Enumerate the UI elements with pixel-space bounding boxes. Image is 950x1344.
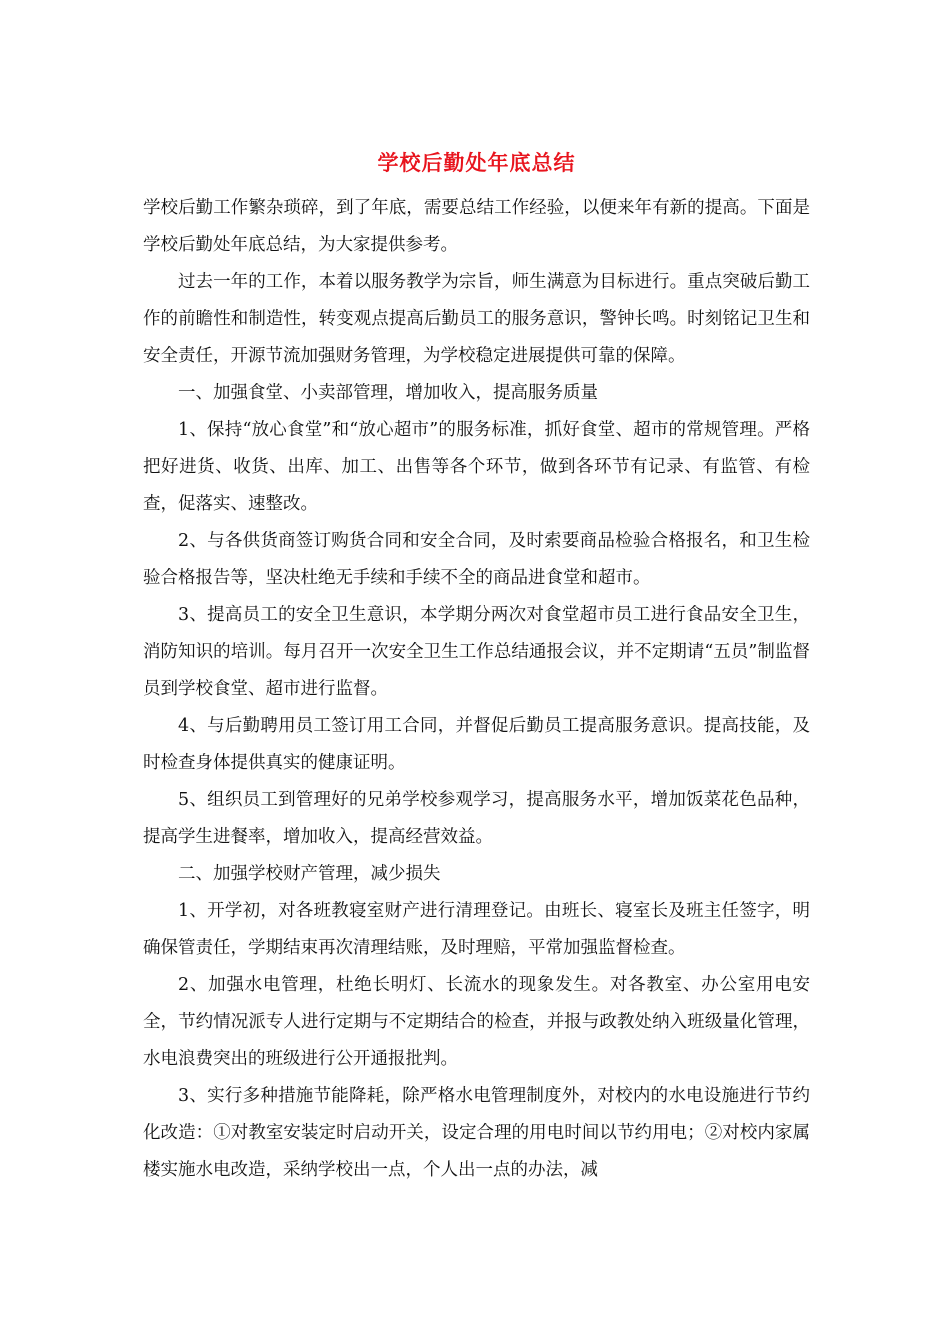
body-paragraph: 4、与后勤聘用员工签订用工合同，并督促后勤员工提高服务意识。提高技能，及时检查身体提供真实的健康证明。 bbox=[143, 716, 810, 773]
body-paragraph: 学校后勤工作繁杂琐碎，到了年底，需要总结工作经验，以便来年有新的提高。下面是学校后勤处年底总结，为大家提供参考。 bbox=[143, 198, 810, 255]
document-body bbox=[143, 190, 810, 1189]
body-paragraph: 1、保持“放心食堂”和“放心超市”的服务标准，抓好食堂、超市的常规管理。严格把好进货、收货、出库、加工、出售等各个环节，做到各环节有记录、有监管、有检查，促落实、速整改。 bbox=[143, 420, 810, 514]
body-paragraph: 3、实行多种措施节能降耗，除严格水电管理制度外，对校内的水电设施进行节约化改造：①对教室安装定时启动开关，设定合理的用电时间以节约用电；②对校内家属楼实施水电改造，采纳学校出一点，个人出一点的办法，减 bbox=[143, 1086, 810, 1180]
body-paragraph: 2、加强水电管理，杜绝长明灯、长流水的现象发生。对各教室、办公室用电安全，节约情况派专人进行定期与不定期结合的检查，并报与政教处纳入班级量化管理，水电浪费突出的班级进行公开通报批判。 bbox=[143, 975, 810, 1069]
body-paragraph: 1、开学初，对各班教寝室财产进行清理登记。由班长、寝室长及班主任签字，明确保管责任，学期结束再次清理结账，及时理赔，平常加强监督检查。 bbox=[143, 901, 810, 958]
body-paragraph: 一、加强食堂、小卖部管理，增加收入，提高服务质量 bbox=[178, 383, 598, 403]
body-paragraph: 5、组织员工到管理好的兄弟学校参观学习，提高服务水平，增加饭菜花色品种，提高学生进餐率，增加收入，提高经营效益。 bbox=[143, 790, 810, 847]
body-paragraph: 2、与各供货商签订购货合同和安全合同，及时索要商品检验合格报名，和卫生检验合格报告等，坚决杜绝无手续和手续不全的商品进食堂和超市。 bbox=[143, 531, 810, 588]
body-paragraph: 3、提高员工的安全卫生意识，本学期分两次对食堂超市员工进行食品安全卫生，消防知识的培训。每月召开一次安全卫生工作总结通报会议，并不定期请“五员”制监督员到学校食堂、超市进行监督。 bbox=[143, 605, 810, 699]
document-title: 学校后勤处年底总结 bbox=[377, 150, 576, 175]
body-paragraph: 二、加强学校财产管理，减少损失 bbox=[178, 864, 441, 884]
body-paragraph: 过去一年的工作，本着以服务教学为宗旨，师生满意为目标进行。重点突破后勤工作的前瞻性和制造性，转变观点提高后勤员工的服务意识，警钟长鸣。时刻铭记卫生和安全责任，开源节流加强财务管理，为学校稳定进展提供可靠的保障。 bbox=[143, 272, 810, 366]
